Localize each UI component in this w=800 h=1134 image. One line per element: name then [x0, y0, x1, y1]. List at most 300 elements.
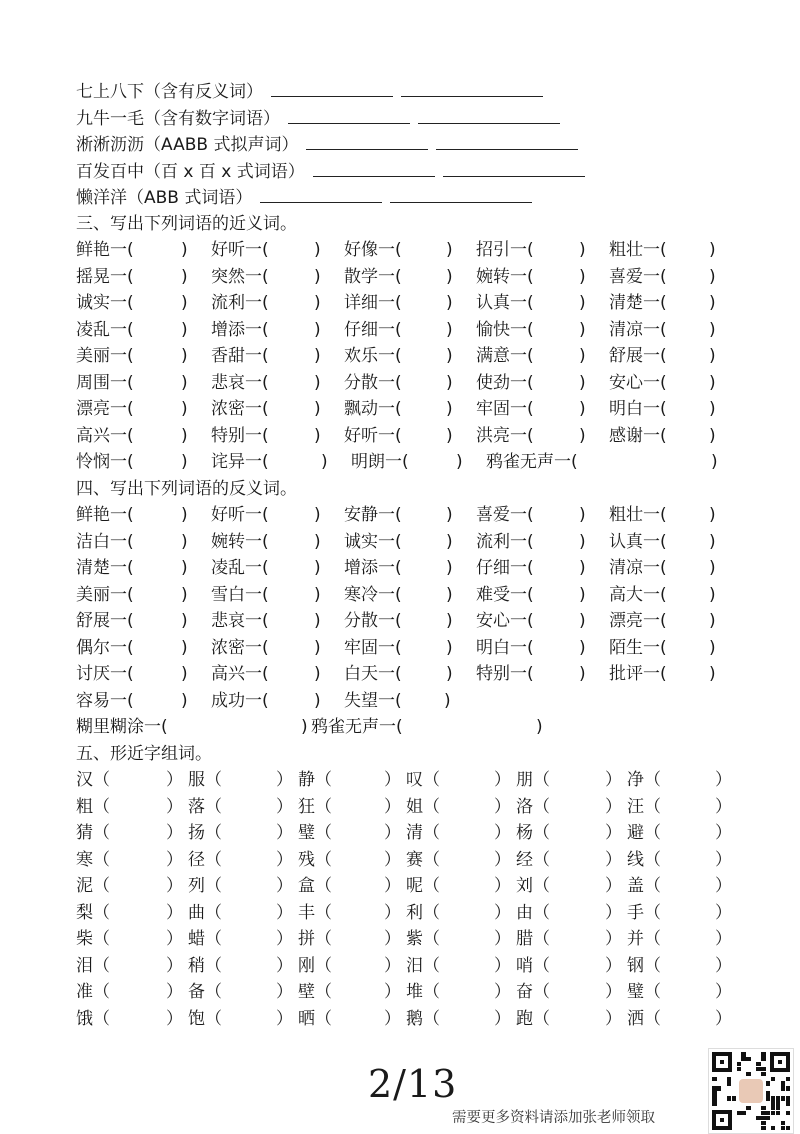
char-item[interactable]: 利（ — [406, 902, 440, 923]
close-paren: ) — [314, 558, 321, 578]
char-item[interactable]: 曲（ — [188, 902, 222, 923]
char-item[interactable]: 猜（ — [76, 823, 110, 843]
char-item[interactable]: 杨（ — [516, 823, 550, 843]
answer-blank[interactable] — [271, 78, 393, 97]
char-item[interactable]: 腊（ — [516, 929, 550, 949]
char-item[interactable]: 饿（ — [76, 1008, 110, 1029]
close-paren: ） — [276, 929, 293, 949]
close-paren: ) — [446, 346, 453, 366]
word-item[interactable]: 周围一( — [76, 372, 134, 393]
section5-title: 五、形近字组词。 — [76, 743, 212, 764]
word-item[interactable]: 使劲一( — [476, 372, 534, 393]
close-paren: ) — [181, 452, 188, 472]
char-item[interactable]: 静（ — [298, 770, 332, 790]
word-item[interactable]: 陌生一( — [609, 637, 667, 658]
close-paren: ） — [494, 849, 511, 870]
close-paren: ） — [715, 823, 732, 843]
close-paren: ) — [536, 717, 543, 737]
close-paren: ） — [384, 1008, 401, 1029]
close-paren: ) — [181, 558, 188, 578]
answer-blank[interactable] — [436, 131, 578, 150]
close-paren: ） — [166, 876, 183, 896]
close-paren: ） — [605, 929, 622, 949]
close-paren: ） — [276, 876, 293, 896]
word-item[interactable]: 洁白一( — [76, 531, 134, 552]
char-item[interactable]: 稍（ — [188, 955, 222, 976]
word-row — [76, 237, 756, 264]
close-paren: ) — [321, 452, 328, 472]
char-item[interactable]: 姐（ — [406, 796, 440, 817]
word-item[interactable]: 美丽一( — [76, 346, 134, 366]
word-item[interactable]: 牢固一( — [344, 637, 402, 658]
char-item[interactable]: 盖（ — [627, 876, 661, 896]
idiom-line — [76, 105, 756, 132]
close-paren: ) — [314, 346, 321, 366]
close-paren: ) — [709, 240, 716, 260]
close-paren: ） — [276, 982, 293, 1002]
close-paren: ) — [181, 690, 188, 711]
avatar — [739, 1079, 763, 1103]
close-paren: ) — [181, 399, 188, 419]
char-item[interactable]: 净（ — [627, 770, 661, 790]
close-paren: ） — [166, 1008, 183, 1029]
char-item[interactable]: 柴（ — [76, 929, 110, 949]
word-item[interactable]: 明朗一( — [351, 452, 409, 472]
word-item[interactable]: 讨厌一( — [76, 664, 134, 684]
close-paren: ） — [605, 955, 622, 976]
word-item[interactable]: 糊里糊涂一( — [76, 717, 168, 737]
close-paren: ) — [579, 372, 586, 393]
char-item[interactable]: 并（ — [627, 929, 661, 949]
char-item[interactable]: 汨（ — [406, 955, 440, 976]
char-item[interactable]: 狂（ — [298, 796, 332, 817]
word-item[interactable]: 好听一( — [211, 505, 269, 525]
word-item[interactable]: 喜爱一( — [609, 266, 667, 287]
word-item[interactable]: 高兴一( — [76, 425, 134, 446]
word-item[interactable]: 增添一( — [211, 319, 269, 340]
char-item[interactable]: 钢（ — [627, 955, 661, 976]
answer-blank[interactable] — [288, 105, 410, 124]
word-item[interactable]: 美丽一( — [76, 584, 134, 605]
close-paren: ） — [166, 849, 183, 870]
char-item[interactable]: 奋（ — [516, 982, 550, 1002]
word-item[interactable]: 悲哀一( — [211, 372, 269, 393]
word-item[interactable]: 寒冷一( — [344, 584, 402, 605]
close-paren: ) — [446, 425, 453, 446]
word-item[interactable]: 粗壮一( — [609, 240, 667, 260]
close-paren: ） — [494, 929, 511, 949]
close-paren: ） — [715, 770, 732, 790]
close-paren: ) — [181, 425, 188, 446]
idiom-line — [76, 131, 756, 158]
char-item[interactable]: 汪（ — [627, 796, 661, 817]
close-paren: ) — [446, 293, 453, 313]
word-item[interactable]: 婉转一( — [211, 531, 269, 552]
char-item[interactable]: 璧（ — [627, 982, 661, 1002]
word-row — [76, 370, 756, 397]
word-item[interactable]: 认真一( — [476, 293, 534, 313]
close-paren: ） — [494, 982, 511, 1002]
char-item[interactable]: 壁（ — [298, 982, 332, 1002]
char-item[interactable]: 扬（ — [188, 823, 222, 843]
word-item[interactable]: 摇晃一( — [76, 266, 134, 287]
close-paren: ) — [579, 346, 586, 366]
char-item[interactable]: 汉（ — [76, 770, 110, 790]
close-paren: ) — [446, 531, 453, 552]
char-item[interactable]: 拼（ — [298, 929, 332, 949]
close-paren: ） — [276, 796, 293, 817]
word-item[interactable]: 突然一( — [211, 266, 269, 287]
char-item[interactable]: 粗（ — [76, 796, 110, 817]
idiom-section — [76, 78, 756, 211]
word-item[interactable]: 清凉一( — [609, 558, 667, 578]
close-paren: ） — [494, 876, 511, 896]
close-paren: ) — [314, 690, 321, 711]
close-paren: ) — [446, 399, 453, 419]
word-row — [76, 529, 756, 556]
word-row — [76, 661, 756, 688]
close-paren: ) — [444, 690, 451, 711]
close-paren: ) — [314, 372, 321, 393]
char-item[interactable]: 准（ — [76, 982, 110, 1002]
close-paren: ) — [181, 346, 188, 366]
idiom-text: 懒洋洋（ABB 式词语） — [76, 188, 253, 208]
word-item[interactable]: 诚实一( — [344, 531, 402, 552]
char-item[interactable]: 朋（ — [516, 770, 550, 790]
close-paren: ) — [709, 399, 716, 419]
word-item[interactable]: 难受一( — [476, 584, 534, 605]
char-item[interactable]: 璧（ — [298, 823, 332, 843]
antonym-grid — [76, 502, 756, 741]
close-paren: ） — [605, 982, 622, 1002]
close-paren: ） — [384, 982, 401, 1002]
word-row — [76, 317, 756, 344]
char-item[interactable]: 径（ — [188, 849, 222, 870]
close-paren: ) — [709, 664, 716, 684]
word-item[interactable]: 舒展一( — [609, 346, 667, 366]
close-paren: ） — [384, 796, 401, 817]
word-row — [76, 290, 756, 317]
word-row — [76, 449, 756, 476]
idiom-text: 七上八下（含有反义词） — [76, 82, 263, 102]
word-item[interactable]: 仔细一( — [476, 558, 534, 578]
word-item[interactable]: 好像一( — [344, 240, 402, 260]
char-item[interactable]: 哨（ — [516, 955, 550, 976]
close-paren: ） — [494, 955, 511, 976]
word-item[interactable]: 清凉一( — [609, 319, 667, 340]
close-paren: ) — [181, 664, 188, 684]
char-row — [76, 979, 756, 1006]
word-item[interactable]: 牢固一( — [476, 399, 534, 419]
word-item[interactable]: 高大一( — [609, 584, 667, 605]
close-paren: ) — [446, 611, 453, 631]
word-row — [76, 714, 756, 741]
similar-char-grid — [76, 767, 756, 1032]
word-item[interactable]: 漂亮一( — [76, 399, 134, 419]
close-paren: ) — [181, 505, 188, 525]
word-row — [76, 423, 756, 450]
close-paren: ) — [314, 611, 321, 631]
word-item[interactable]: 明白一( — [609, 399, 667, 419]
word-item[interactable]: 散学一( — [344, 266, 402, 287]
char-item[interactable]: 叹（ — [406, 770, 440, 790]
word-item[interactable]: 喜爱一( — [476, 505, 534, 525]
close-paren: ） — [276, 902, 293, 923]
word-item[interactable]: 增添一( — [344, 558, 402, 578]
word-item[interactable]: 漂亮一( — [609, 611, 667, 631]
close-paren: ) — [181, 293, 188, 313]
char-item[interactable]: 泪（ — [76, 955, 110, 976]
close-paren: ) — [314, 319, 321, 340]
word-item[interactable]: 鲜艳一( — [76, 505, 134, 525]
char-item[interactable]: 寒（ — [76, 849, 110, 870]
close-paren: ) — [711, 452, 718, 472]
word-item[interactable]: 特别一( — [211, 425, 269, 446]
close-paren: ) — [314, 399, 321, 419]
char-item[interactable]: 呢（ — [406, 876, 440, 896]
close-paren: ) — [181, 611, 188, 631]
word-item[interactable]: 偶尔一( — [76, 637, 134, 658]
char-item[interactable]: 残（ — [298, 849, 332, 870]
close-paren: ) — [181, 319, 188, 340]
char-item[interactable]: 洛（ — [516, 796, 550, 817]
word-item[interactable]: 悲哀一( — [211, 611, 269, 631]
char-item[interactable]: 蜡（ — [188, 929, 222, 949]
char-item[interactable]: 刘（ — [516, 876, 550, 896]
word-item[interactable]: 清楚一( — [609, 293, 667, 313]
answer-blank[interactable] — [390, 184, 532, 203]
close-paren: ） — [605, 823, 622, 843]
char-item[interactable]: 备（ — [188, 982, 222, 1002]
char-item[interactable]: 刚（ — [298, 955, 332, 976]
close-paren: ) — [709, 266, 716, 287]
word-item[interactable]: 凌乱一( — [211, 558, 269, 578]
close-paren: ） — [715, 876, 732, 896]
qr-code-icon — [708, 1048, 794, 1134]
char-item[interactable]: 列（ — [188, 876, 222, 896]
close-paren: ） — [276, 770, 293, 790]
close-paren: ） — [605, 770, 622, 790]
close-paren: ) — [446, 664, 453, 684]
idiom-text: 九牛一毛（含有数字词语） — [76, 108, 280, 129]
idiom-line — [76, 184, 756, 211]
char-item[interactable]: 避（ — [627, 823, 661, 843]
word-item[interactable]: 特别一( — [476, 664, 534, 684]
word-item[interactable]: 浓密一( — [211, 399, 269, 419]
char-item[interactable]: 紫（ — [406, 929, 440, 949]
close-paren: ） — [494, 796, 511, 817]
close-paren: ） — [384, 849, 401, 870]
word-row — [76, 688, 756, 715]
close-paren: ） — [715, 1008, 732, 1029]
char-item[interactable]: 鹅（ — [406, 1008, 440, 1029]
close-paren: ） — [384, 955, 401, 976]
word-item[interactable]: 清楚一( — [76, 558, 134, 578]
word-item[interactable]: 认真一( — [609, 531, 667, 552]
close-paren: ） — [605, 849, 622, 870]
word-item[interactable]: 诧异一( — [211, 452, 269, 472]
word-item[interactable]: 招引一( — [476, 240, 534, 260]
word-item[interactable]: 白天一( — [344, 664, 402, 684]
word-item[interactable]: 洪亮一( — [476, 425, 534, 446]
char-item[interactable]: 饱（ — [188, 1008, 222, 1029]
close-paren: ) — [579, 584, 586, 605]
char-row — [76, 767, 756, 794]
word-item[interactable]: 安心一( — [609, 372, 667, 393]
char-item[interactable]: 落（ — [188, 796, 222, 817]
idiom-text: 百发百中（百 x 百 x 式词语） — [76, 161, 305, 182]
word-item[interactable]: 鸦雀无声一( — [486, 452, 578, 472]
word-item[interactable]: 批评一( — [609, 664, 667, 684]
word-item[interactable]: 流利一( — [211, 293, 269, 313]
word-item[interactable]: 飘动一( — [344, 399, 402, 419]
char-item[interactable]: 由（ — [516, 902, 550, 923]
close-paren: ) — [709, 346, 716, 366]
close-paren: ) — [314, 425, 321, 446]
close-paren: ） — [494, 902, 511, 923]
word-item[interactable]: 失望一( — [344, 690, 402, 711]
close-paren: ) — [314, 637, 321, 658]
char-item[interactable]: 线（ — [627, 849, 661, 870]
word-item[interactable]: 分散一( — [344, 372, 402, 393]
close-paren: ） — [605, 876, 622, 896]
word-item[interactable]: 明白一( — [476, 637, 534, 658]
close-paren: ） — [384, 770, 401, 790]
word-item[interactable]: 婉转一( — [476, 266, 534, 287]
idiom-line — [76, 78, 756, 105]
char-item[interactable]: 服（ — [188, 770, 222, 790]
close-paren: ) — [446, 584, 453, 605]
char-row — [76, 953, 756, 980]
char-item[interactable]: 洒（ — [627, 1008, 661, 1029]
answer-blank[interactable] — [306, 131, 428, 150]
word-item[interactable]: 凌乱一( — [76, 319, 134, 340]
word-item[interactable]: 香甜一( — [211, 346, 269, 366]
char-item[interactable]: 堆（ — [406, 982, 440, 1002]
section3-title: 三、写出下列词语的近义词。 — [76, 213, 297, 234]
char-item[interactable]: 泥（ — [76, 876, 110, 896]
close-paren: ) — [579, 425, 586, 446]
close-paren: ) — [579, 611, 586, 631]
close-paren: ） — [384, 876, 401, 896]
answer-blank[interactable] — [260, 184, 382, 203]
word-row — [76, 343, 756, 370]
word-row — [76, 264, 756, 291]
close-paren: ） — [276, 955, 293, 976]
word-item[interactable]: 好听一( — [211, 240, 269, 260]
word-item[interactable]: 仔细一( — [344, 319, 402, 340]
close-paren: ） — [166, 823, 183, 843]
char-item[interactable]: 清（ — [406, 823, 440, 843]
word-item[interactable]: 安心一( — [476, 611, 534, 631]
close-paren: ) — [579, 399, 586, 419]
word-item[interactable]: 容易一( — [76, 690, 134, 711]
close-paren: ） — [166, 902, 183, 923]
word-item[interactable]: 感谢一( — [609, 425, 667, 446]
close-paren: ） — [605, 902, 622, 923]
close-paren: ） — [715, 796, 732, 817]
close-paren: ） — [166, 929, 183, 949]
close-paren: ) — [446, 637, 453, 658]
char-item[interactable]: 赛（ — [406, 849, 440, 870]
close-paren: ) — [709, 425, 716, 446]
word-item[interactable]: 流利一( — [476, 531, 534, 552]
word-item[interactable]: 浓密一( — [211, 637, 269, 658]
close-paren: ) — [579, 319, 586, 340]
close-paren: ） — [715, 902, 732, 923]
word-item[interactable]: 高兴一( — [211, 664, 269, 684]
close-paren: ) — [181, 584, 188, 605]
char-item[interactable]: 跑（ — [516, 1008, 550, 1029]
close-paren: ) — [709, 584, 716, 605]
close-paren: ） — [494, 770, 511, 790]
word-item[interactable]: 鸦雀无声一( — [311, 717, 403, 737]
close-paren: ） — [166, 955, 183, 976]
close-paren: ） — [166, 982, 183, 1002]
char-row — [76, 1006, 756, 1033]
answer-blank[interactable] — [443, 158, 585, 177]
char-item[interactable]: 梨（ — [76, 902, 110, 923]
section4-title: 四、写出下列词语的反义词。 — [76, 478, 297, 499]
word-item[interactable]: 舒展一( — [76, 611, 134, 631]
close-paren: ) — [181, 531, 188, 552]
close-paren: ) — [579, 637, 586, 658]
char-item[interactable]: 晒（ — [298, 1008, 332, 1029]
word-item[interactable]: 鲜艳一( — [76, 240, 134, 260]
char-row — [76, 873, 756, 900]
close-paren: ） — [605, 796, 622, 817]
answer-blank[interactable] — [313, 158, 435, 177]
word-item[interactable]: 分散一( — [344, 611, 402, 631]
word-item[interactable]: 详细一( — [344, 293, 402, 313]
answer-blank[interactable] — [401, 78, 543, 97]
close-paren: ） — [384, 902, 401, 923]
word-item[interactable]: 愉快一( — [476, 319, 534, 340]
close-paren: ） — [276, 849, 293, 870]
close-paren: ) — [314, 293, 321, 313]
char-item[interactable]: 丰（ — [298, 902, 332, 923]
word-item[interactable]: 欢乐一( — [344, 346, 402, 366]
close-paren: ) — [709, 611, 716, 631]
word-item[interactable]: 成功一( — [211, 690, 269, 711]
close-paren: ) — [709, 293, 716, 313]
close-paren: ) — [181, 266, 188, 287]
char-item[interactable]: 手（ — [627, 902, 661, 923]
word-item[interactable]: 满意一( — [476, 346, 534, 366]
close-paren: ) — [709, 637, 716, 658]
answer-blank[interactable] — [418, 105, 560, 124]
close-paren: ) — [446, 558, 453, 578]
word-item[interactable]: 诚实一( — [76, 293, 134, 313]
word-item[interactable]: 怜悯一( — [76, 452, 134, 472]
char-item[interactable]: 盒（ — [298, 876, 332, 896]
word-item[interactable]: 好听一( — [344, 425, 402, 446]
close-paren: ) — [709, 372, 716, 393]
close-paren: ) — [181, 637, 188, 658]
word-item[interactable]: 安静一( — [344, 505, 402, 525]
close-paren: ) — [314, 240, 321, 260]
close-paren: ) — [579, 293, 586, 313]
word-item[interactable]: 粗壮一( — [609, 505, 667, 525]
word-item[interactable]: 雪白一( — [211, 584, 269, 605]
synonym-grid — [76, 237, 756, 476]
char-row — [76, 926, 756, 953]
close-paren: ） — [715, 849, 732, 870]
close-paren: ） — [276, 1008, 293, 1029]
word-row — [76, 635, 756, 662]
char-item[interactable]: 经（ — [516, 849, 550, 870]
close-paren: ) — [709, 558, 716, 578]
